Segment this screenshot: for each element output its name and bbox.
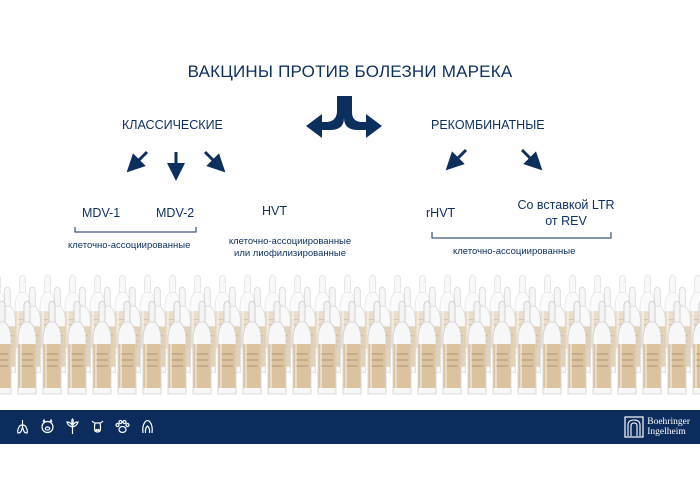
vaccine-vials-image [0,262,700,402]
strain-hvt: HVT [262,204,287,218]
recombinant-label: РЕКОМБИНАТНЫЕ [431,118,545,132]
strain-rhvt: rHVT [426,206,456,220]
horse-icon [139,418,156,435]
strain-ltr-line1: Со вставкой LTR [517,198,615,212]
brand-line-2: Ingelheim [647,427,686,437]
brand-logo [624,414,690,440]
pig-icon [39,418,56,435]
recombinant-group-note: клеточно-ассоциированные [453,246,576,257]
species-icons [14,418,156,436]
plant-icon [64,418,81,435]
strain-mdv1: MDV-1 [82,206,121,220]
strain-ltr-line2: от REV [545,214,587,228]
recombinant-arrows [452,150,536,164]
hvt-note-line2: или лиофилизированные [234,248,346,259]
classic-arrows [133,152,219,172]
hvt-note-line1: клеточно-ассоциированные [228,236,352,247]
classic-group-note: клеточно-ассоциированные [68,240,191,251]
classic-label: КЛАССИЧЕСКИЕ [122,118,223,132]
brand-emblem-icon [624,416,644,438]
footer-bar [0,410,700,444]
lungs-icon [14,418,31,435]
strain-mdv2: MDV-2 [156,206,195,220]
split-arrow-icon [306,96,382,138]
paw-icon [114,418,131,435]
cow-icon [89,418,106,435]
page-title: ВАКЦИНЫ ПРОТИВ БОЛЕЗНИ МАРЕКА [187,62,513,81]
brand-line-1: Boehringer [647,417,690,427]
